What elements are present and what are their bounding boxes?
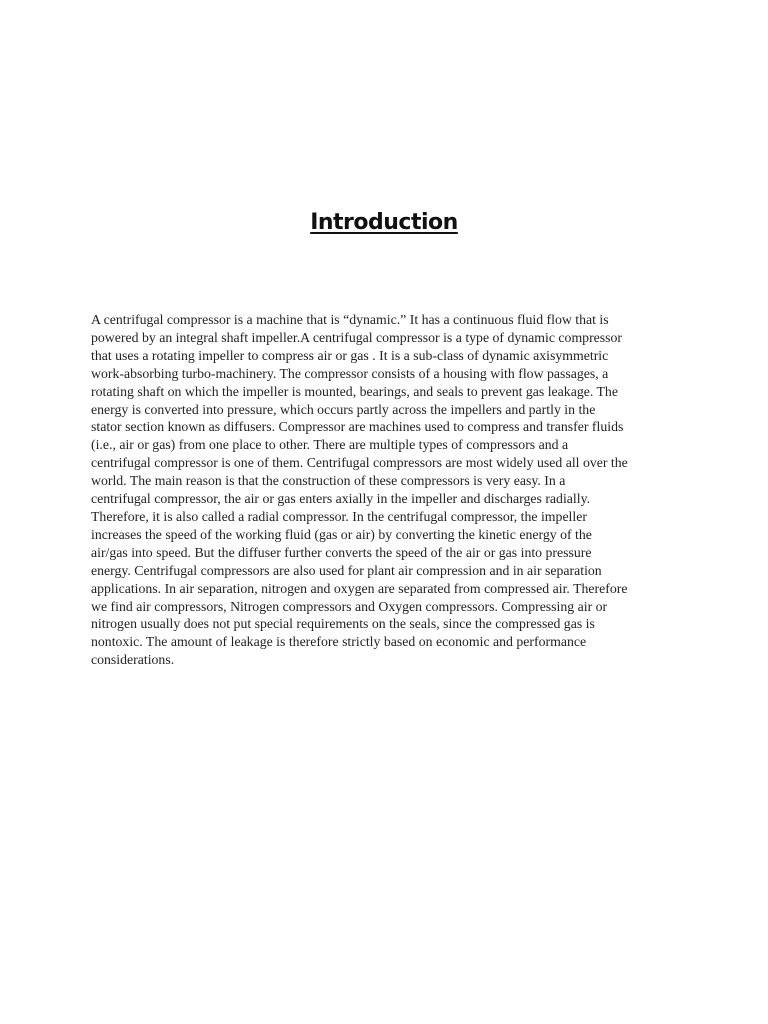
paragraph-line: nitrogen usually does not put special requirements on the seals, since the compressed gas is bbox=[91, 616, 595, 632]
paragraph-line: world. The main reason is that the construction of these compressors is very easy. In a bbox=[91, 473, 566, 489]
paragraph-line: considerations. bbox=[91, 652, 175, 668]
paragraph-line: that uses a rotating impeller to compress air or gas . It is a sub-class of dynamic axisymmetric bbox=[91, 347, 609, 363]
paragraph-line: A centrifugal compressor is a machine that is “dynamic.” It has a continuous fluid flow that is bbox=[91, 312, 609, 327]
paragraph-line: increases the speed of the working fluid (gas or air) by converting the kinetic energy of the bbox=[91, 526, 592, 542]
paragraph-line: applications. In air separation, nitrogen and oxygen are separated from compressed air. Therefore bbox=[91, 580, 628, 596]
paragraph-line: stator section known as diffusers. Compressor are machines used to compress and transfer fluids bbox=[91, 419, 624, 435]
paragraph-line: (i.e., air or gas) from one place to other. There are multiple types of compressors and a bbox=[91, 437, 569, 453]
paragraph-line: rotating shaft on which the impeller is mounted, bearings, and seals to prevent gas leakage. The bbox=[91, 383, 618, 399]
paragraph-line: centrifugal compressor is one of them. Centrifugal compressors are most widely used all over the bbox=[91, 455, 628, 471]
paragraph-line: centrifugal compressor, the air or gas enters axially in the impeller and discharges radially. bbox=[91, 491, 591, 507]
paragraph-line: nontoxic. The amount of leakage is therefore strictly based on economic and performance bbox=[91, 634, 587, 650]
body-paragraph bbox=[91, 311, 679, 669]
paragraph-line: energy is converted into pressure, which occurs partly across the impellers and partly in the bbox=[91, 401, 596, 417]
paragraph-line: Therefore, it is also called a radial compressor. In the centrifugal compressor, the impeller bbox=[91, 508, 587, 524]
paragraph-line: air/gas into speed. But the diffuser further converts the speed of the air or gas into pressure bbox=[91, 544, 592, 560]
paragraph-line: work-absorbing turbo-machinery. The compressor consists of a housing with flow passages, a bbox=[91, 365, 609, 381]
paragraph-line: energy. Centrifugal compressors are also used for plant air compression and in air separation bbox=[91, 562, 602, 578]
paragraph-line: powered by an integral shaft impeller.A centrifugal compressor is a type of dynamic compressor bbox=[91, 329, 623, 345]
page-title: Introduction bbox=[310, 210, 458, 235]
paragraph-line: we find air compressors, Nitrogen compressors and Oxygen compressors. Compressing air or bbox=[91, 598, 608, 614]
